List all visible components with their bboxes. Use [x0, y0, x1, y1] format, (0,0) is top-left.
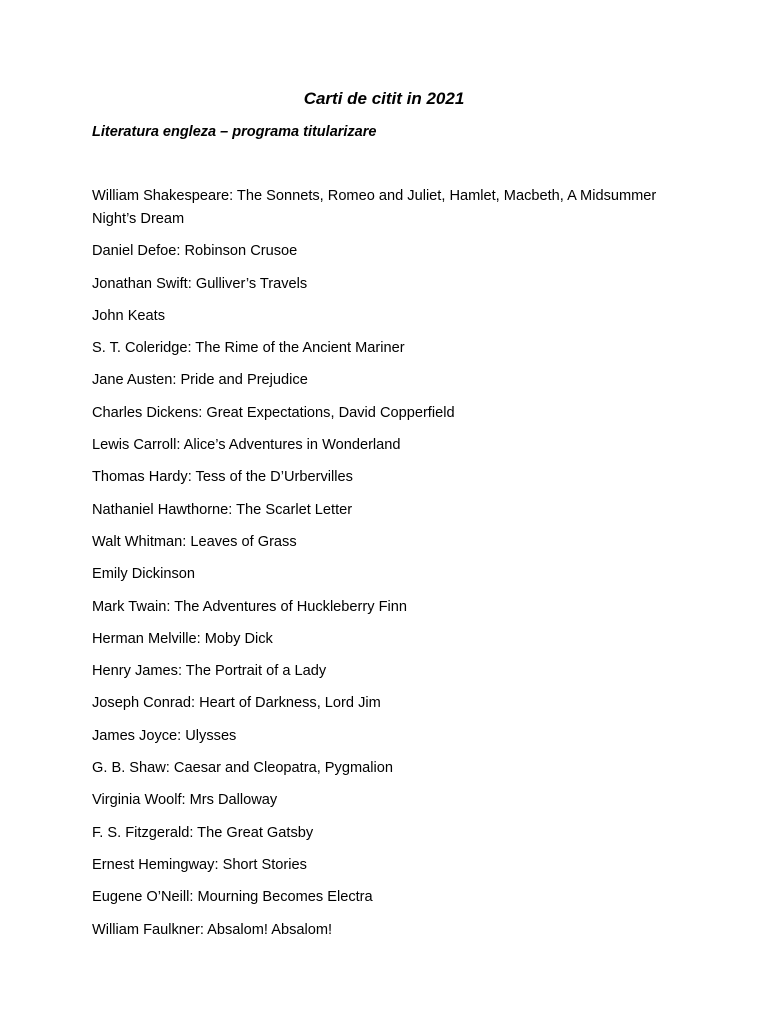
list-item: Ernest Hemingway: Short Stories [92, 856, 307, 873]
list-item: Emily Dickinson [92, 566, 195, 583]
list-item: Lewis Carroll: Alice’s Adventures in Wonderland [92, 437, 401, 454]
list-item: Charles Dickens: Great Expectations, David Copperfield [92, 404, 455, 421]
page-subtitle: Literatura engleza – programa titularizare [92, 124, 377, 140]
list-item: James Joyce: Ulysses [92, 727, 237, 744]
list-item: Daniel Defoe: Robinson Crusoe [92, 243, 298, 260]
list-item: G. B. Shaw: Caesar and Cleopatra, Pygmalion [92, 760, 393, 777]
list-item: F. S. Fitzgerald: The Great Gatsby [92, 824, 314, 841]
list-item: Mark Twain: The Adventures of Huckleberry Finn [92, 598, 407, 615]
list-item: Herman Melville: Moby Dick [92, 630, 273, 647]
list-item: John Keats [92, 307, 166, 324]
list-item: Joseph Conrad: Heart of Darkness, Lord Jim [92, 695, 381, 712]
list-item: William Faulkner: Absalom! Absalom! [92, 921, 333, 938]
list-item: Walt Whitman: Leaves of Grass [92, 533, 297, 550]
list-item: William Shakespeare: The Sonnets, Romeo and Juliet, Hamlet, Macbeth, A Midsummer Night’s Dream [92, 188, 657, 227]
list-item: Thomas Hardy: Tess of the D’Urbervilles [92, 469, 353, 486]
list-item: Virginia Woolf: Mrs Dalloway [92, 792, 278, 809]
list-item: Nathaniel Hawthorne: The Scarlet Letter [92, 501, 353, 518]
list-item: Henry James: The Portrait of a Lady [92, 663, 327, 680]
list-item: Eugene O’Neill: Mourning Becomes Electra [92, 889, 373, 906]
list-item: Jane Austen: Pride and Prejudice [92, 372, 308, 389]
list-item: Jonathan Swift: Gulliver’s Travels [92, 275, 308, 292]
book-list [92, 185, 692, 951]
list-item: S. T. Coleridge: The Rime of the Ancient Mariner [92, 340, 405, 357]
page-title: Carti de citit in 2021 [303, 89, 465, 108]
